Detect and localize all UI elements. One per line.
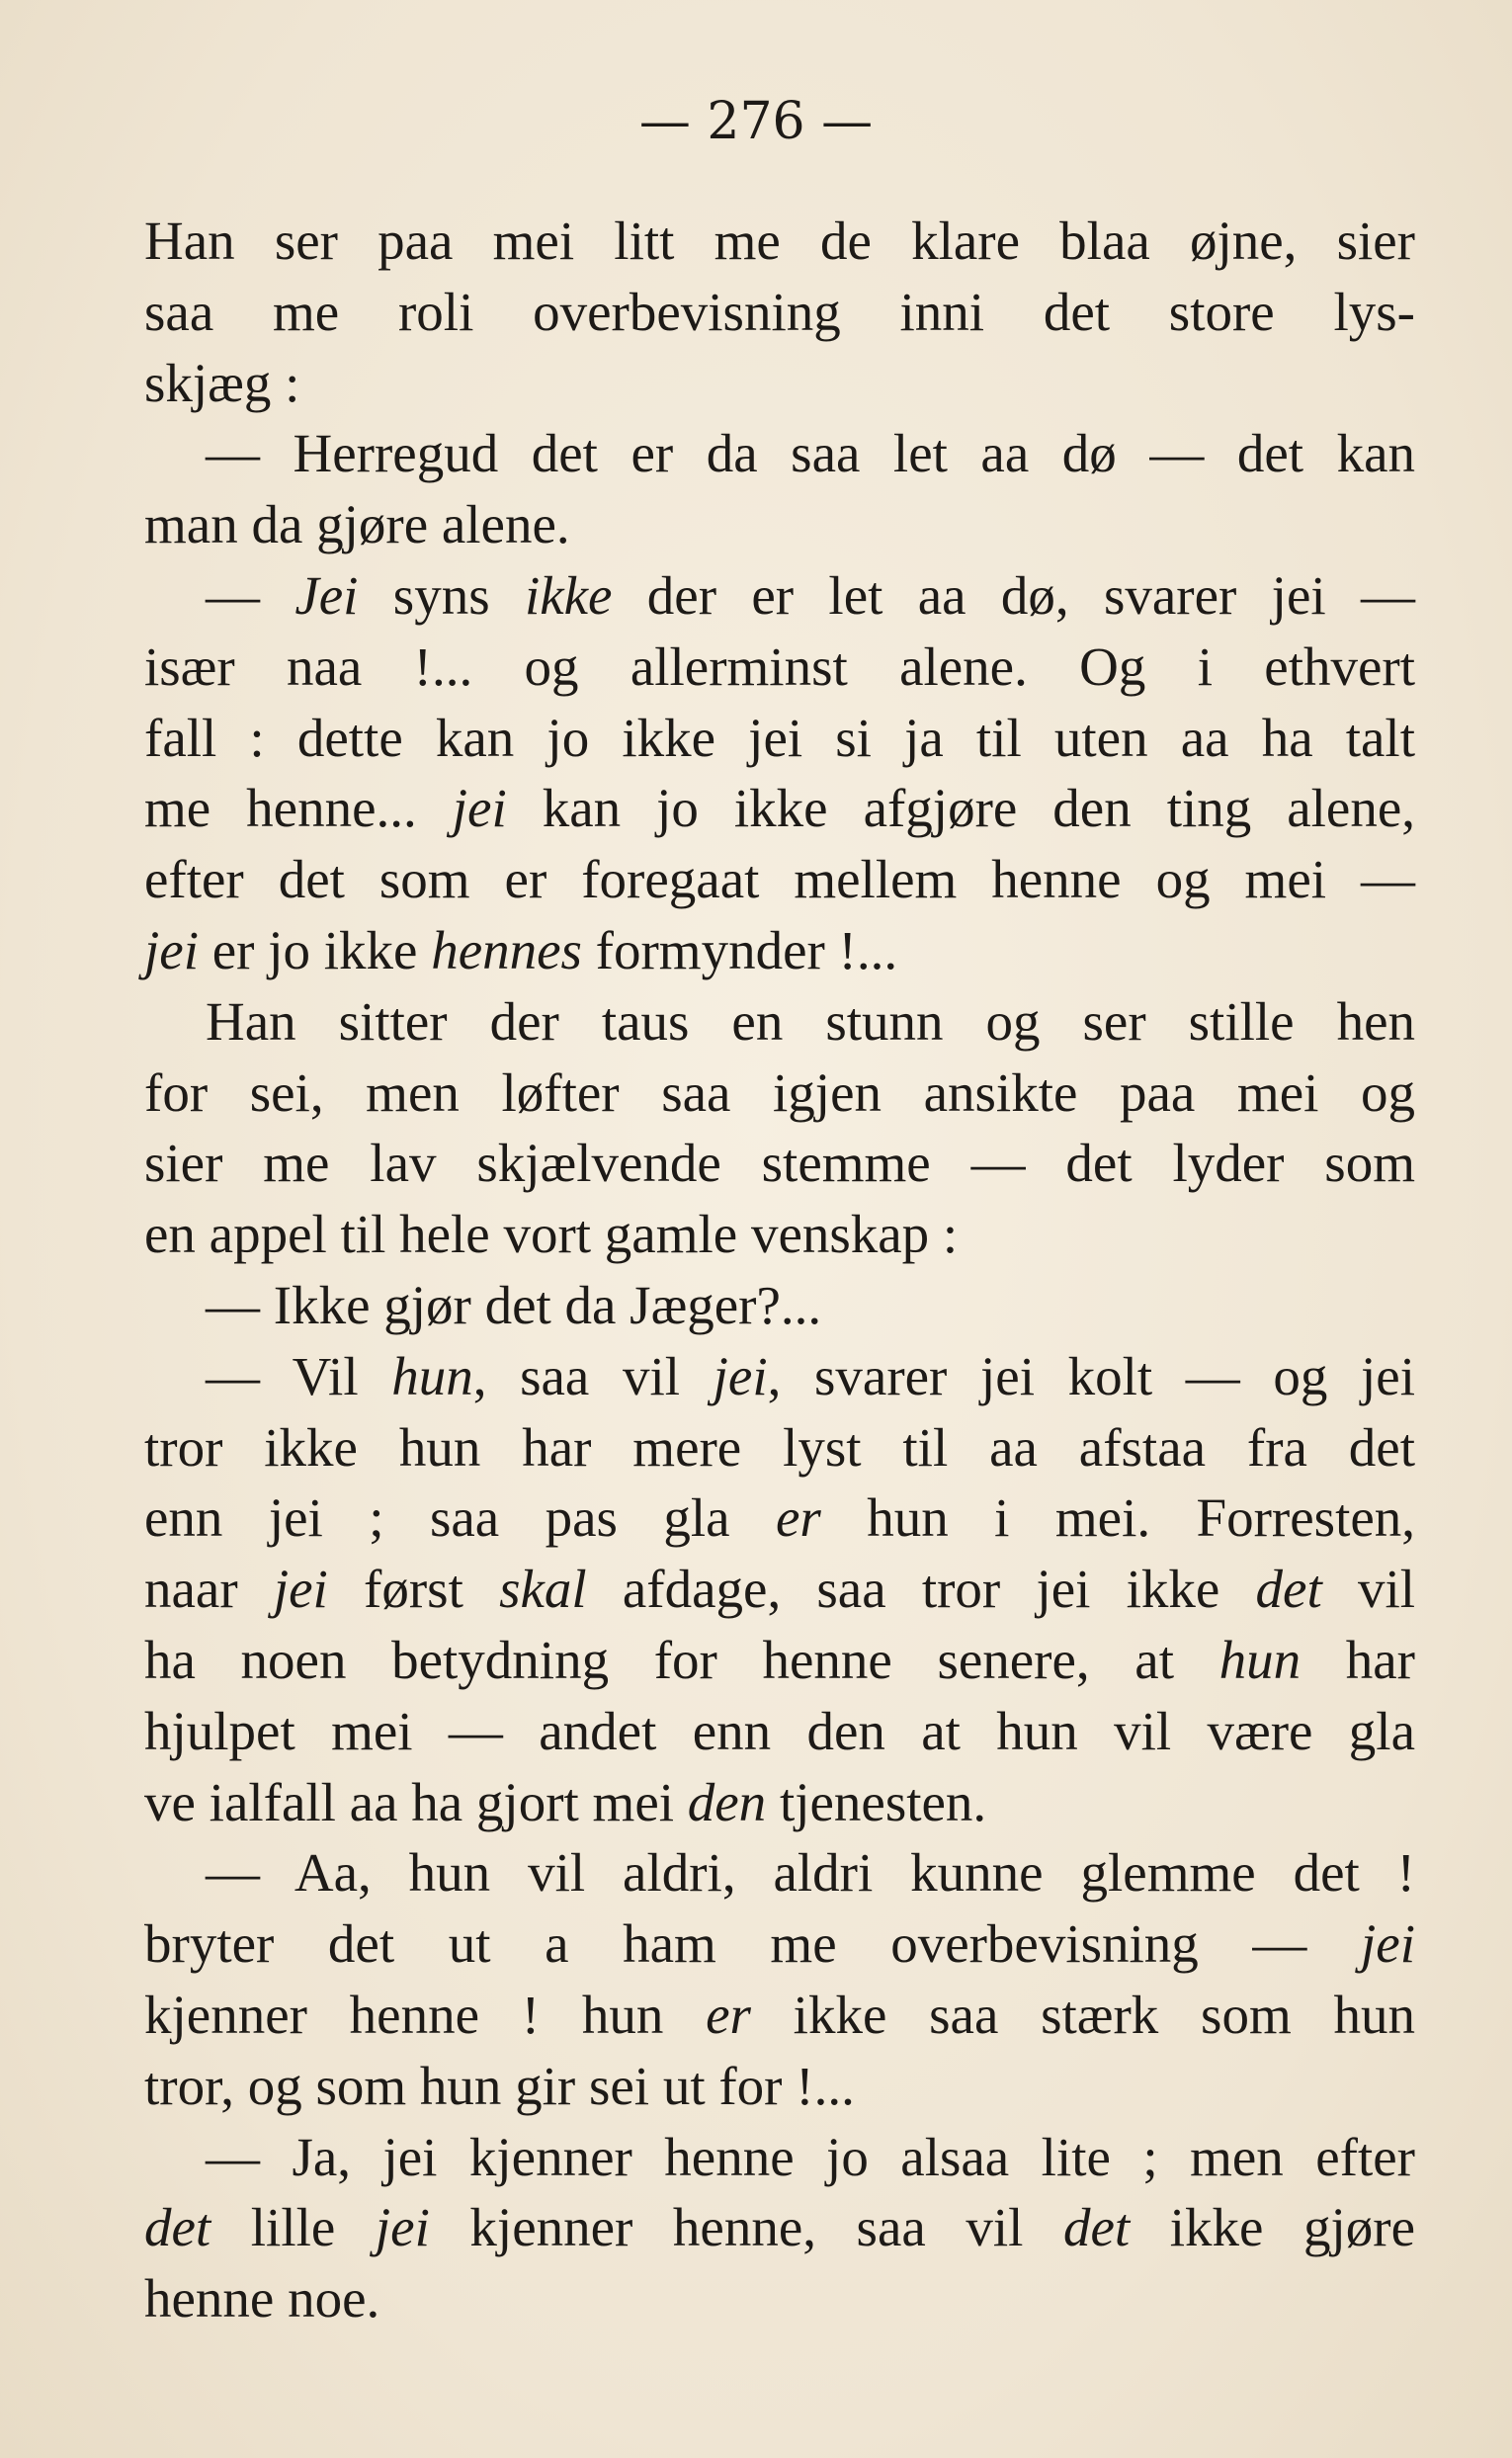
italic-text: det — [1062, 2197, 1131, 2258]
text-segment: — — [206, 564, 295, 626]
text-segment: henne noe. — [144, 2268, 380, 2330]
text-line — [144, 348, 1415, 419]
text-segment: har — [1301, 1629, 1415, 1690]
text-segment: man da gjøre alene. — [144, 494, 570, 555]
italic-text: jei — [452, 778, 507, 839]
italic-text: skal — [499, 1559, 587, 1620]
italic-text: hun — [1218, 1629, 1302, 1690]
text-segment: bryter det ut a ham me overbevisning — — [144, 1913, 1362, 1975]
italic-text: jei — [1361, 1913, 1415, 1975]
text-segment: enn jei ; saa pas gla — [144, 1487, 776, 1549]
page-number: — 276 — — [638, 92, 874, 151]
italic-text: jei — [713, 1345, 768, 1406]
text-segment: kan jo ikke afgjøre den ting alene, — [506, 778, 1416, 839]
text-segment: — Herregud det er da saa let aa dø — det kan — [206, 423, 1415, 484]
text-segment: efter det som er foregaat mellem henne og mei — — [144, 849, 1415, 910]
text-segment: ve ialfall aa ha gjort mei — [144, 1771, 688, 1832]
text-segment: kjenner henne ! hun — [144, 1984, 707, 2045]
italic-text: ikke — [524, 564, 613, 626]
text-line — [144, 2192, 1415, 2263]
text-segment: tror ikke hun har mere lyst til aa afstaa fra det — [144, 1416, 1415, 1478]
text-line — [144, 2263, 1415, 2334]
text-line — [144, 1554, 1415, 1625]
text-line — [144, 1696, 1415, 1767]
text-segment: hjulpet mei — andet enn den at hun vil være gla — [144, 1700, 1415, 1761]
text-line — [144, 1980, 1415, 2051]
text-segment: for sei, men løfter saa igjen ansikte paa mei og — [144, 1061, 1415, 1123]
italic-text: den — [687, 1771, 767, 1832]
text-line — [144, 703, 1415, 774]
text-segment: vil — [1321, 1559, 1416, 1620]
text-segment: ikke saa stærk som hun — [750, 1984, 1415, 2045]
text-segment: er jo ikke — [198, 919, 432, 980]
text-line — [144, 915, 1415, 986]
text-line — [144, 773, 1415, 844]
text-line — [144, 418, 1415, 489]
italic-text: jei — [144, 919, 199, 980]
text-line — [144, 844, 1415, 915]
text-segment: hun i mei. Forresten, — [820, 1487, 1416, 1549]
text-segment: fall : dette kan jo ikke jei si ja til uten aa ha talt — [144, 707, 1415, 768]
text-segment: en appel til hele vort gamle venskap : — [144, 1204, 959, 1265]
text-line — [144, 1908, 1415, 1980]
text-segment: , saa vil — [472, 1345, 714, 1406]
italic-text: hun — [391, 1345, 473, 1406]
text-segment: kjenner henne, saa vil — [429, 2197, 1063, 2258]
text-segment: — Ikke gjør det da Jæger?... — [206, 1274, 822, 1335]
text-segment: afdage, saa tror jei ikke — [586, 1559, 1256, 1620]
italic-text: er — [706, 1984, 751, 2045]
text-line — [144, 560, 1415, 632]
text-segment: først — [327, 1559, 500, 1620]
text-line — [144, 2051, 1415, 2122]
text-segment: især naa !... og allerminst alene. Og i ethvert — [144, 636, 1415, 697]
text-line — [144, 1128, 1415, 1199]
text-segment: naar — [144, 1559, 274, 1620]
italic-text: Jei — [294, 564, 359, 626]
text-segment: saa me roli overbevisning inni det store lys- — [144, 281, 1415, 342]
text-line — [144, 632, 1415, 703]
text-segment: — Ja, jei kjenner henne jo alsaa lite ; men efter — [206, 2126, 1415, 2187]
text-line — [144, 1483, 1415, 1554]
text-line — [144, 489, 1415, 560]
text-segment: der er let aa dø, svarer jei — — [612, 564, 1415, 626]
text-segment: , svarer jei kolt — og jei — [767, 1345, 1415, 1406]
text-line — [144, 986, 1415, 1058]
text-segment: ha noen betydning for henne senere, at — [144, 1629, 1219, 1690]
text-line — [144, 1767, 1415, 1838]
text-segment: sier me lav skjælvende stemme — det lyder som — [144, 1133, 1415, 1194]
text-line — [144, 1412, 1415, 1483]
text-line — [144, 1625, 1415, 1696]
body-text — [144, 206, 1415, 2334]
italic-text: er — [775, 1487, 821, 1549]
text-line — [144, 1270, 1415, 1341]
text-line — [144, 277, 1415, 348]
italic-text: jei — [273, 1559, 328, 1620]
text-segment: tror, og som hun gir sei ut for !... — [144, 2055, 855, 2116]
italic-text: jei — [375, 2197, 430, 2258]
text-segment: formynder !... — [581, 919, 898, 980]
text-segment: — Vil — [206, 1345, 392, 1406]
text-line — [144, 1199, 1415, 1270]
text-line — [144, 1837, 1415, 1908]
text-segment: lille — [210, 2197, 376, 2258]
italic-text: det — [1255, 1559, 1322, 1620]
text-segment: — Aa, hun vil aldri, aldri kunne glemme det ! — [206, 1842, 1415, 1904]
text-segment: Han ser paa mei litt me de klare blaa øjne, sier — [144, 211, 1415, 271]
italic-text: det — [144, 2197, 211, 2258]
text-segment: skjæg : — [144, 352, 300, 413]
text-segment: syns — [358, 564, 525, 626]
text-line — [144, 206, 1415, 277]
text-segment: ikke gjøre — [1130, 2197, 1416, 2258]
text-segment: Han sitter der taus en stunn og ser stille hen — [206, 990, 1415, 1052]
text-segment: me henne... — [144, 778, 453, 839]
text-line — [144, 1058, 1415, 1129]
italic-text: hennes — [431, 919, 582, 980]
text-line — [144, 1341, 1415, 1412]
text-line — [144, 2122, 1415, 2193]
text-segment: tjenesten. — [766, 1771, 987, 1832]
